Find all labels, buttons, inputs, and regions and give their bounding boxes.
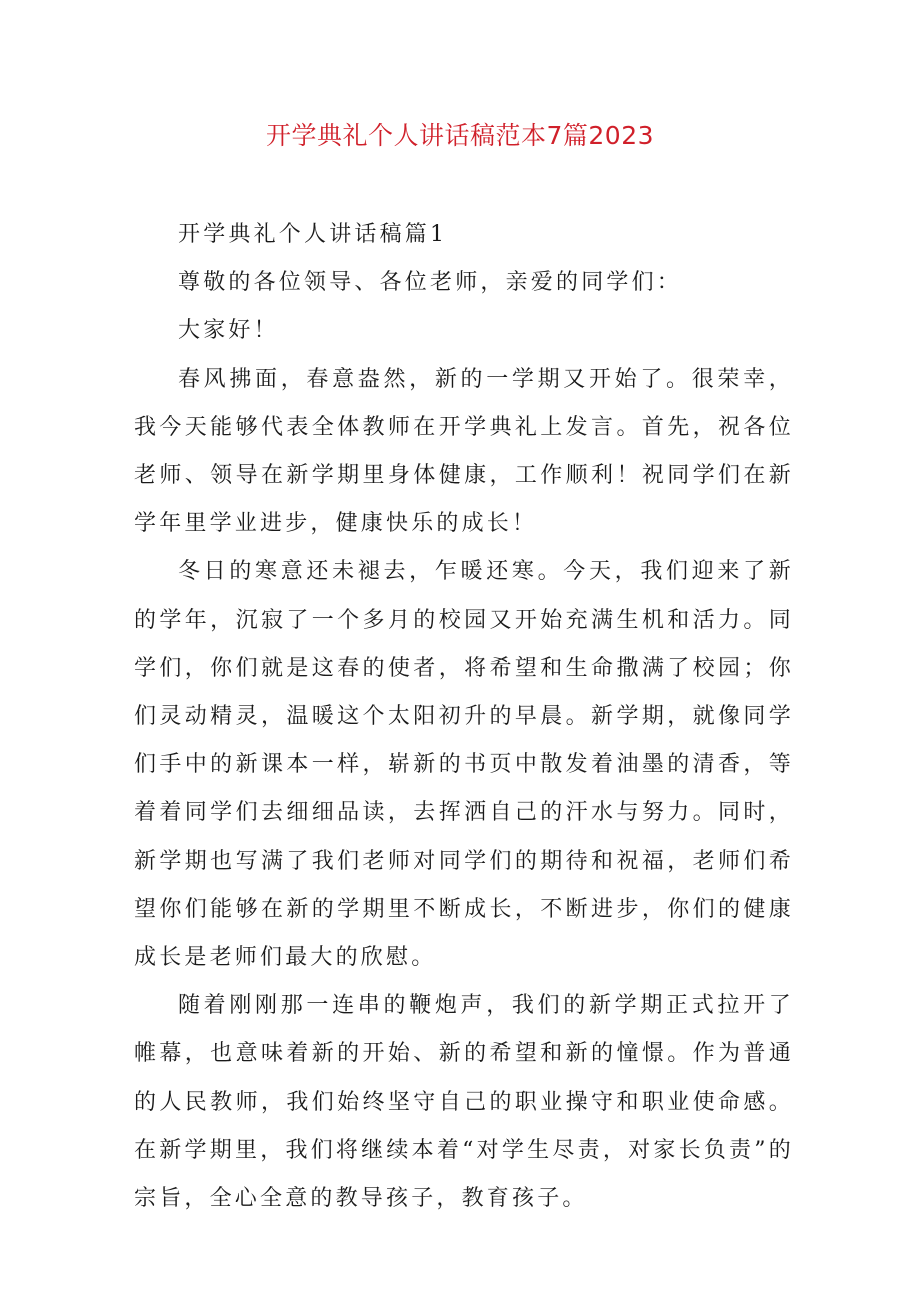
- greeting: 大家好！: [178, 318, 279, 344]
- body-paragraph: 春风拂面，春意盎然，新的一学期又开始了。很荣幸，我今天能够代表全体教师在开学典礼上发言。首先，祝各位老师、领导在新学期里身体健康，工作顺利！祝同学们在新学年里学业进步，健康快乐的成长！: [134, 366, 794, 537]
- body-paragraph: 冬日的寒意还未褪去，乍暖还寒。今天，我们迎来了新的学年，沉寂了一个多月的校园又开始充满生机和活力。同学们，你们就是这春的使者，将希望和生命撒满了校园；你们灵动精灵，温暖这个太阳初升的早晨。新学期，就像同学们手中的新课本一样，崭新的书页中散发着油墨的清香，等着着同学们去细细品读，去挥洒自己的汗水与努力。同时，新学期也写满了我们老师对同学们的期待和祝福，老师们希望你们能够在新的学期里不断成长，不断进步，你们的健康成长是老师们最大的欣慰。: [134, 559, 794, 971]
- salutation: 尊敬的各位领导、各位老师，亲爱的同学们：: [178, 270, 683, 296]
- body-paragraph: 随着刚刚那一连串的鞭炮声，我们的新学期正式拉开了帷幕，也意味着新的开始、新的希望和新的憧憬。作为普通的人民教师，我们始终坚守自己的职业操守和职业使命感。在新学期里，我们将继续本着“对学生尽责，对家长负责”的宗旨，全心全意的教导孩子，教育孩子。: [134, 993, 794, 1212]
- document-title: 开学典礼个人讲话稿范本7篇2023: [265, 121, 655, 150]
- section-heading: 开学典礼个人讲话稿篇1: [178, 222, 448, 247]
- document-body: [134, 211, 794, 1223]
